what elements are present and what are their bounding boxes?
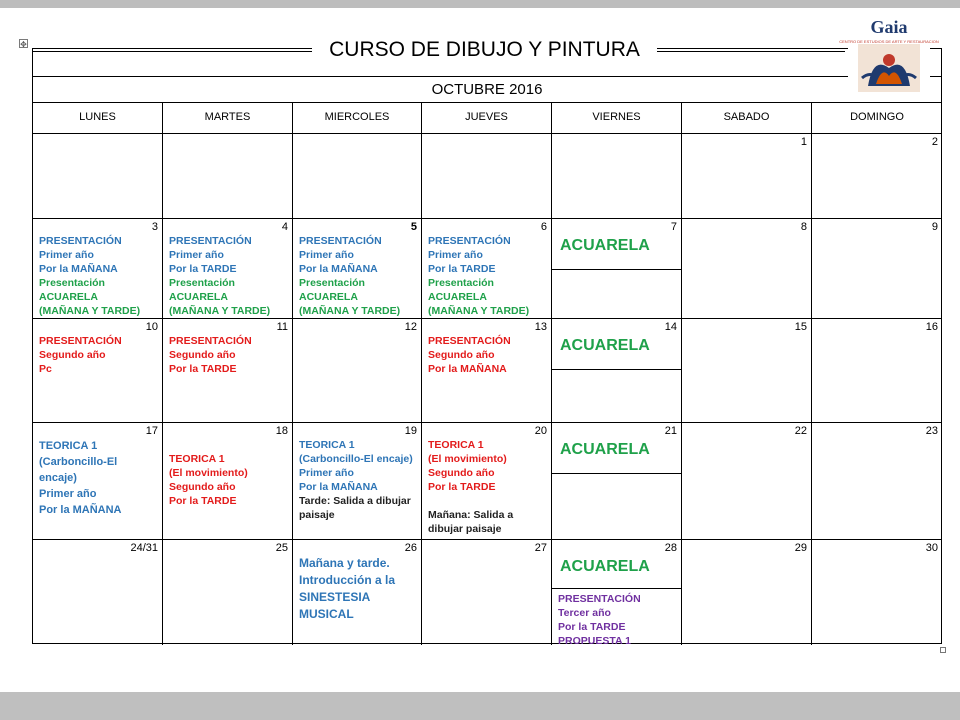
calendar-day-cell: [422, 219, 552, 319]
day-number: 22: [794, 425, 807, 437]
event-line: Primer año: [39, 249, 94, 261]
event-line: PRESENTACIÓN: [169, 335, 252, 347]
calendar-day-cell: [293, 219, 422, 319]
calendar-day-cell: [812, 219, 942, 319]
event-line: Por la TARDE: [169, 495, 237, 507]
event-line: Por la MAÑANA: [39, 504, 122, 516]
event-line: [169, 438, 248, 452]
event-text: [299, 555, 395, 623]
calendar-day-cell: [812, 134, 942, 219]
calendar-day-cell: [552, 219, 682, 319]
day-number: 28: [664, 542, 677, 554]
day-number: 5: [410, 221, 417, 233]
weekday-header-martes: MARTES: [163, 103, 293, 134]
table-resize-handle-icon[interactable]: [940, 647, 946, 653]
calendar-day-cell: [682, 319, 812, 423]
event-line: Introducción a la: [299, 573, 396, 587]
event-line: PROPUESTA 1: [558, 635, 631, 647]
event-line: Por la TARDE: [169, 263, 237, 275]
acuarela-label: ACUARELA: [560, 441, 650, 458]
acuarela-label: ACUARELA: [560, 337, 650, 354]
day-number: 6: [540, 221, 547, 233]
event-line: Presentación ACUARELA: [39, 277, 105, 303]
event-line: Por la TARDE: [428, 481, 496, 493]
event-line: MUSICAL: [299, 607, 354, 621]
event-line: Primer año: [428, 249, 483, 261]
day-number: 11: [276, 321, 288, 333]
calendar-day-cell: [163, 219, 293, 319]
event-line: Por la MAÑANA: [299, 263, 378, 275]
event-line: TEORICA 1: [39, 440, 98, 452]
event-line: TEORICA 1: [428, 439, 484, 451]
event-line: Segundo año: [428, 467, 495, 479]
event-line: PRESENTACIÓN: [299, 235, 382, 247]
calendar-day-cell: [33, 134, 163, 219]
day-number: 26: [404, 542, 417, 554]
cell-divider: [552, 588, 681, 589]
event-text: [299, 234, 421, 318]
calendar-day-cell: [163, 319, 293, 423]
day-number: 1: [800, 136, 807, 148]
calendar-day-cell: [33, 423, 163, 540]
event-line: Por la MAÑANA: [39, 263, 118, 275]
event-text: [39, 334, 122, 376]
calendar-day-cell: [163, 423, 293, 540]
event-line: (Carboncillo-El: [39, 456, 118, 468]
day-number: 2: [931, 136, 938, 148]
calendar-day-cell: [293, 423, 422, 540]
day-number: 9: [931, 221, 938, 233]
weekday-header-viernes: VIERNES: [552, 103, 682, 134]
calendar-day-cell: [33, 319, 163, 423]
day-number: 25: [275, 542, 288, 554]
day-number: 13: [534, 321, 547, 333]
event-line: PRESENTACIÓN: [39, 235, 122, 247]
event-line: Segundo año: [169, 349, 236, 361]
event-line: (MAÑANA Y TARDE): [299, 305, 401, 317]
calendar-day-cell: [33, 540, 163, 645]
day-number: 20: [534, 425, 547, 437]
window-bottom-bar: [0, 692, 960, 720]
day-number: 7: [670, 221, 677, 233]
page-title: CURSO DE DIBUJO Y PINTURA: [312, 38, 657, 62]
weekday-header-jueves: JUEVES: [422, 103, 552, 134]
calendar-day-cell: [293, 319, 422, 423]
calendar-day-cell: [682, 423, 812, 540]
day-number: 12: [404, 321, 417, 333]
weekday-header-lunes: LUNES: [33, 103, 163, 134]
calendar-table: [32, 48, 942, 647]
event-line: PRESENTACIÓN: [39, 335, 122, 347]
svg-text:CENTRO DE ESTUDIOS DE ARTE Y R: CENTRO DE ESTUDIOS DE ARTE Y RESTAURACION: [839, 39, 939, 44]
event-text: [169, 438, 248, 508]
day-number: 14: [664, 321, 677, 333]
event-line: Mañana: Salida a: [428, 509, 514, 521]
event-line: Tarde: Salida a dibujar: [299, 495, 411, 507]
event-text: [428, 438, 513, 536]
calendar-day-cell: [422, 540, 552, 645]
event-line: Por la TARDE: [558, 621, 626, 633]
event-text: [169, 334, 252, 376]
event-line: Primer año: [39, 488, 97, 500]
event-text: [428, 334, 511, 376]
event-line: Presentación ACUARELA: [169, 277, 235, 303]
svg-text:Gaia: Gaia: [870, 17, 908, 37]
weekday-header-sabado: SABADO: [682, 103, 812, 134]
event-line: dibujar paisaje: [428, 523, 502, 535]
calendar-day-cell: [163, 134, 293, 219]
event-line: Segundo año: [39, 349, 106, 361]
table-move-handle-icon[interactable]: ✥: [20, 40, 27, 49]
event-line: (MAÑANA Y TARDE): [39, 305, 141, 317]
day-number: 23: [925, 425, 938, 437]
event-line: [428, 494, 513, 508]
day-number: 21: [664, 425, 677, 437]
day-number: 15: [794, 321, 807, 333]
event-line: Mañana y tarde.: [299, 556, 390, 570]
event-line: Por la MAÑANA: [299, 481, 378, 493]
event-line: (Carboncillo-El encaje): [299, 453, 413, 465]
event-line: Tercer año: [558, 607, 611, 619]
calendar-day-cell: [682, 134, 812, 219]
event-line: (MAÑANA Y TARDE): [428, 305, 530, 317]
event-text: [299, 438, 413, 522]
event-line: PRESENTACIÓN: [428, 235, 511, 247]
cell-divider: [552, 473, 681, 474]
calendar-day-cell: [812, 319, 942, 423]
event-text: [39, 234, 162, 318]
weekday-header-domingo: DOMINGO: [812, 103, 942, 134]
calendar-day-cell: [293, 540, 422, 645]
event-line: TEORICA 1: [169, 453, 225, 465]
title-rule-right: [655, 51, 845, 52]
event-line: Primer año: [299, 467, 354, 479]
event-line: Primer año: [169, 249, 224, 261]
calendar-day-cell: [682, 219, 812, 319]
weekday-header-miercoles: MIERCOLES: [293, 103, 422, 134]
calendar-day-cell: [682, 540, 812, 645]
title-rule-left: [32, 51, 314, 52]
day-number: 10: [145, 321, 158, 333]
event-line: SINESTESIA: [299, 590, 371, 604]
calendar-day-cell: [552, 319, 682, 423]
month-header: OCTUBRE 2016: [33, 77, 941, 103]
day-number: 3: [151, 221, 158, 233]
event-line: (MAÑANA Y TARDE): [169, 305, 271, 317]
event-line: encaje): [39, 472, 77, 484]
event-text: [428, 234, 551, 318]
event-line: Por la TARDE: [169, 363, 237, 375]
calendar-day-cell: [552, 423, 682, 540]
calendar-day-cell: [812, 540, 942, 645]
window-top-bar: [0, 0, 960, 8]
gaia-logo: [839, 16, 939, 96]
event-line: paisaje: [299, 509, 335, 521]
event-text: [558, 592, 641, 648]
day-number: 29: [794, 542, 807, 554]
cell-divider: [552, 269, 681, 270]
calendar-day-cell: [422, 319, 552, 423]
event-line: Por la MAÑANA: [428, 363, 507, 375]
event-line: Segundo año: [428, 349, 495, 361]
event-line: Presentación ACUARELA: [428, 277, 494, 303]
day-number: 18: [275, 425, 288, 437]
acuarela-label: ACUARELA: [560, 558, 650, 575]
event-line: Segundo año: [169, 481, 236, 493]
day-number: 30: [925, 542, 938, 554]
event-text: [169, 234, 292, 318]
gaia-logo-icon: [839, 16, 939, 96]
calendar-day-cell: [33, 219, 163, 319]
event-line: Presentación ACUARELA: [299, 277, 365, 303]
day-number: 17: [145, 425, 158, 437]
day-number: 4: [281, 221, 288, 233]
event-line: Pc: [39, 363, 52, 375]
event-line: TEORICA 1: [299, 439, 355, 451]
day-number: 19: [404, 425, 417, 437]
event-line: PRESENTACIÓN: [169, 235, 252, 247]
event-text: [39, 438, 122, 518]
acuarela-label: ACUARELA: [560, 237, 650, 254]
event-line: Por la TARDE: [428, 263, 496, 275]
calendar-day-cell: [163, 540, 293, 645]
day-number: 16: [925, 321, 938, 333]
calendar-day-cell: [552, 134, 682, 219]
day-number: 24/31: [130, 542, 158, 554]
calendar-day-cell: [552, 540, 682, 645]
day-number: 8: [800, 221, 807, 233]
event-line: PRESENTACIÓN: [428, 335, 511, 347]
calendar-day-cell: [422, 423, 552, 540]
calendar-day-cell: [812, 423, 942, 540]
event-line: Primer año: [299, 249, 354, 261]
event-line: PRESENTACIÓN: [558, 593, 641, 605]
event-line: (El movimiento): [428, 453, 507, 465]
event-line: (El movimiento): [169, 467, 248, 479]
calendar-day-cell: [422, 134, 552, 219]
day-number: 27: [534, 542, 547, 554]
calendar-day-cell: [293, 134, 422, 219]
cell-divider: [552, 369, 681, 370]
